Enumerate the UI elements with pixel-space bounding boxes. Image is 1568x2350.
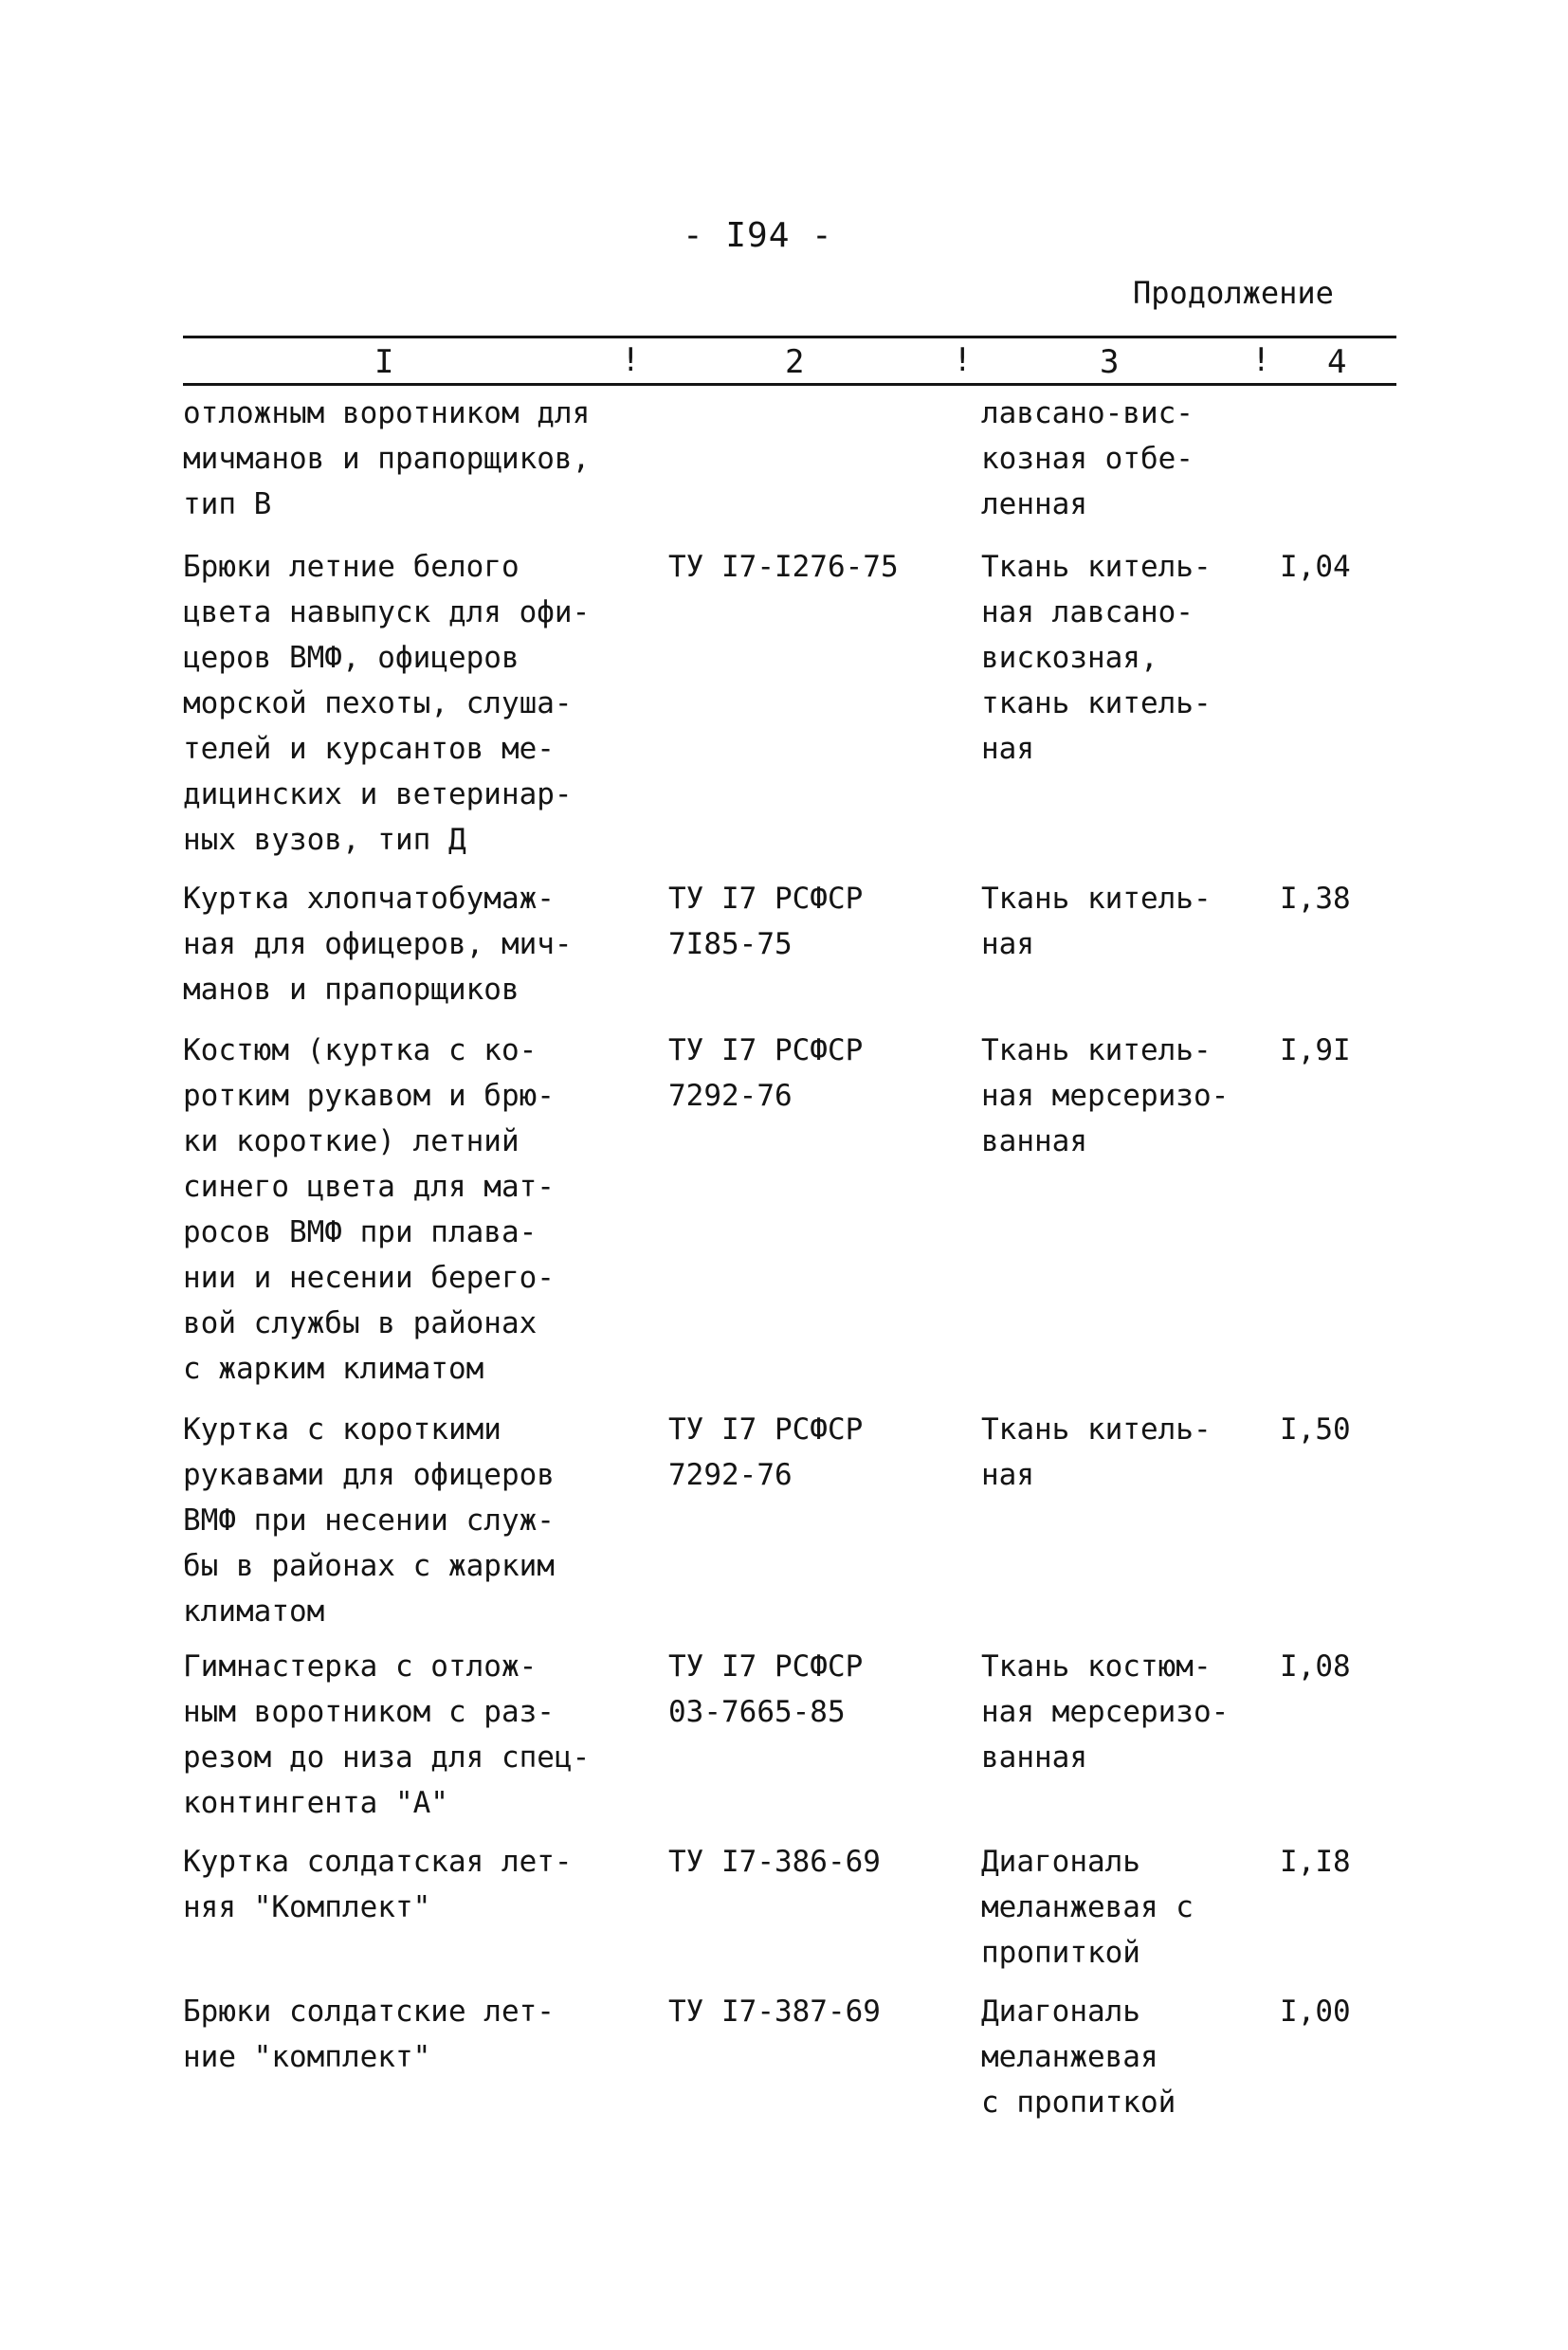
item-name: Брюки солдатские лет- ние "комплект" bbox=[183, 1995, 555, 2074]
item-standard: ТУ I7-387-69 bbox=[668, 1995, 881, 2029]
item-name: Куртка хлопчатобумаж- ная для офицеров, мич- манов и прапорщиков bbox=[183, 882, 573, 1007]
item-fabric: Ткань китель- ная мерсеризо- ванная bbox=[981, 1033, 1230, 1158]
item-fabric: Ткань китель- ная лавсано- вискозная, ткань китель- ная bbox=[981, 550, 1212, 766]
item-value: I,00 bbox=[1280, 1995, 1351, 2029]
item-standard: ТУ I7 РСФСР 03-7665-85 bbox=[668, 1649, 864, 1729]
item-name: Куртка с короткими рукавами для офицеров ВМФ при несении служ- бы в районах с жарким климатом bbox=[183, 1412, 555, 1629]
item-value: I,I8 bbox=[1280, 1845, 1351, 1879]
column-separator: ! bbox=[953, 341, 973, 379]
column-number-1: I bbox=[374, 343, 394, 381]
item-standard: ТУ I7 РСФСР 7I85-75 bbox=[668, 882, 864, 961]
item-standard: ТУ I7 РСФСР 7292-76 bbox=[668, 1412, 864, 1492]
column-number-3: 3 bbox=[1100, 343, 1120, 381]
item-value: I,04 bbox=[1280, 550, 1351, 584]
item-name: Гимнастерка с отлож- ным воротником с раз- резом до низа для спец- контингента "А" bbox=[183, 1649, 591, 1820]
column-separator: ! bbox=[1251, 341, 1271, 379]
item-name: Куртка солдатская лет- няя "Комплект" bbox=[183, 1845, 573, 1924]
item-name: отложным воротником для мичманов и прапорщиков, тип В bbox=[183, 396, 591, 521]
column-number-2: 2 bbox=[785, 343, 805, 381]
item-standard: ТУ I7-I276-75 bbox=[668, 550, 899, 584]
column-number-4: 4 bbox=[1327, 343, 1347, 381]
item-fabric: Ткань китель- ная bbox=[981, 882, 1212, 961]
table-header-rule bbox=[183, 383, 1396, 386]
item-fabric: Ткань китель- ная bbox=[981, 1412, 1212, 1492]
item-value: I,50 bbox=[1280, 1412, 1351, 1447]
item-fabric: Диагональ меланжевая с пропиткой bbox=[981, 1845, 1194, 1970]
item-fabric: Диагональ меланжевая с пропиткой bbox=[981, 1995, 1176, 2120]
item-value: I,9I bbox=[1280, 1033, 1351, 1067]
page-number: - I94 - bbox=[683, 216, 833, 255]
item-fabric: лавсано-вис- козная отбе- ленная bbox=[981, 396, 1194, 521]
item-name: Брюки летние белого цвета навыпуск для офи- церов ВМФ, офицеров морской пехоты, слуша- телей и курсантов ме- дицинских и ветеринар- ных вузов, тип Д bbox=[183, 550, 591, 857]
column-separator: ! bbox=[621, 341, 641, 379]
item-standard: ТУ I7-386-69 bbox=[668, 1845, 881, 1879]
item-standard: ТУ I7 РСФСР 7292-76 bbox=[668, 1033, 864, 1113]
item-value: I,08 bbox=[1280, 1649, 1351, 1684]
continuation-label: Продолжение bbox=[1133, 275, 1334, 311]
table-top-rule bbox=[183, 336, 1396, 338]
item-value: I,38 bbox=[1280, 882, 1351, 916]
item-name: Костюм (куртка с ко- ротким рукавом и брю- ки короткие) летний синего цвета для мат- росов ВМФ при плава- нии и несении берего- вой службы в районах с жарким климатом bbox=[183, 1033, 555, 1386]
item-fabric: Ткань костюм- ная мерсеризо- ванная bbox=[981, 1649, 1230, 1775]
